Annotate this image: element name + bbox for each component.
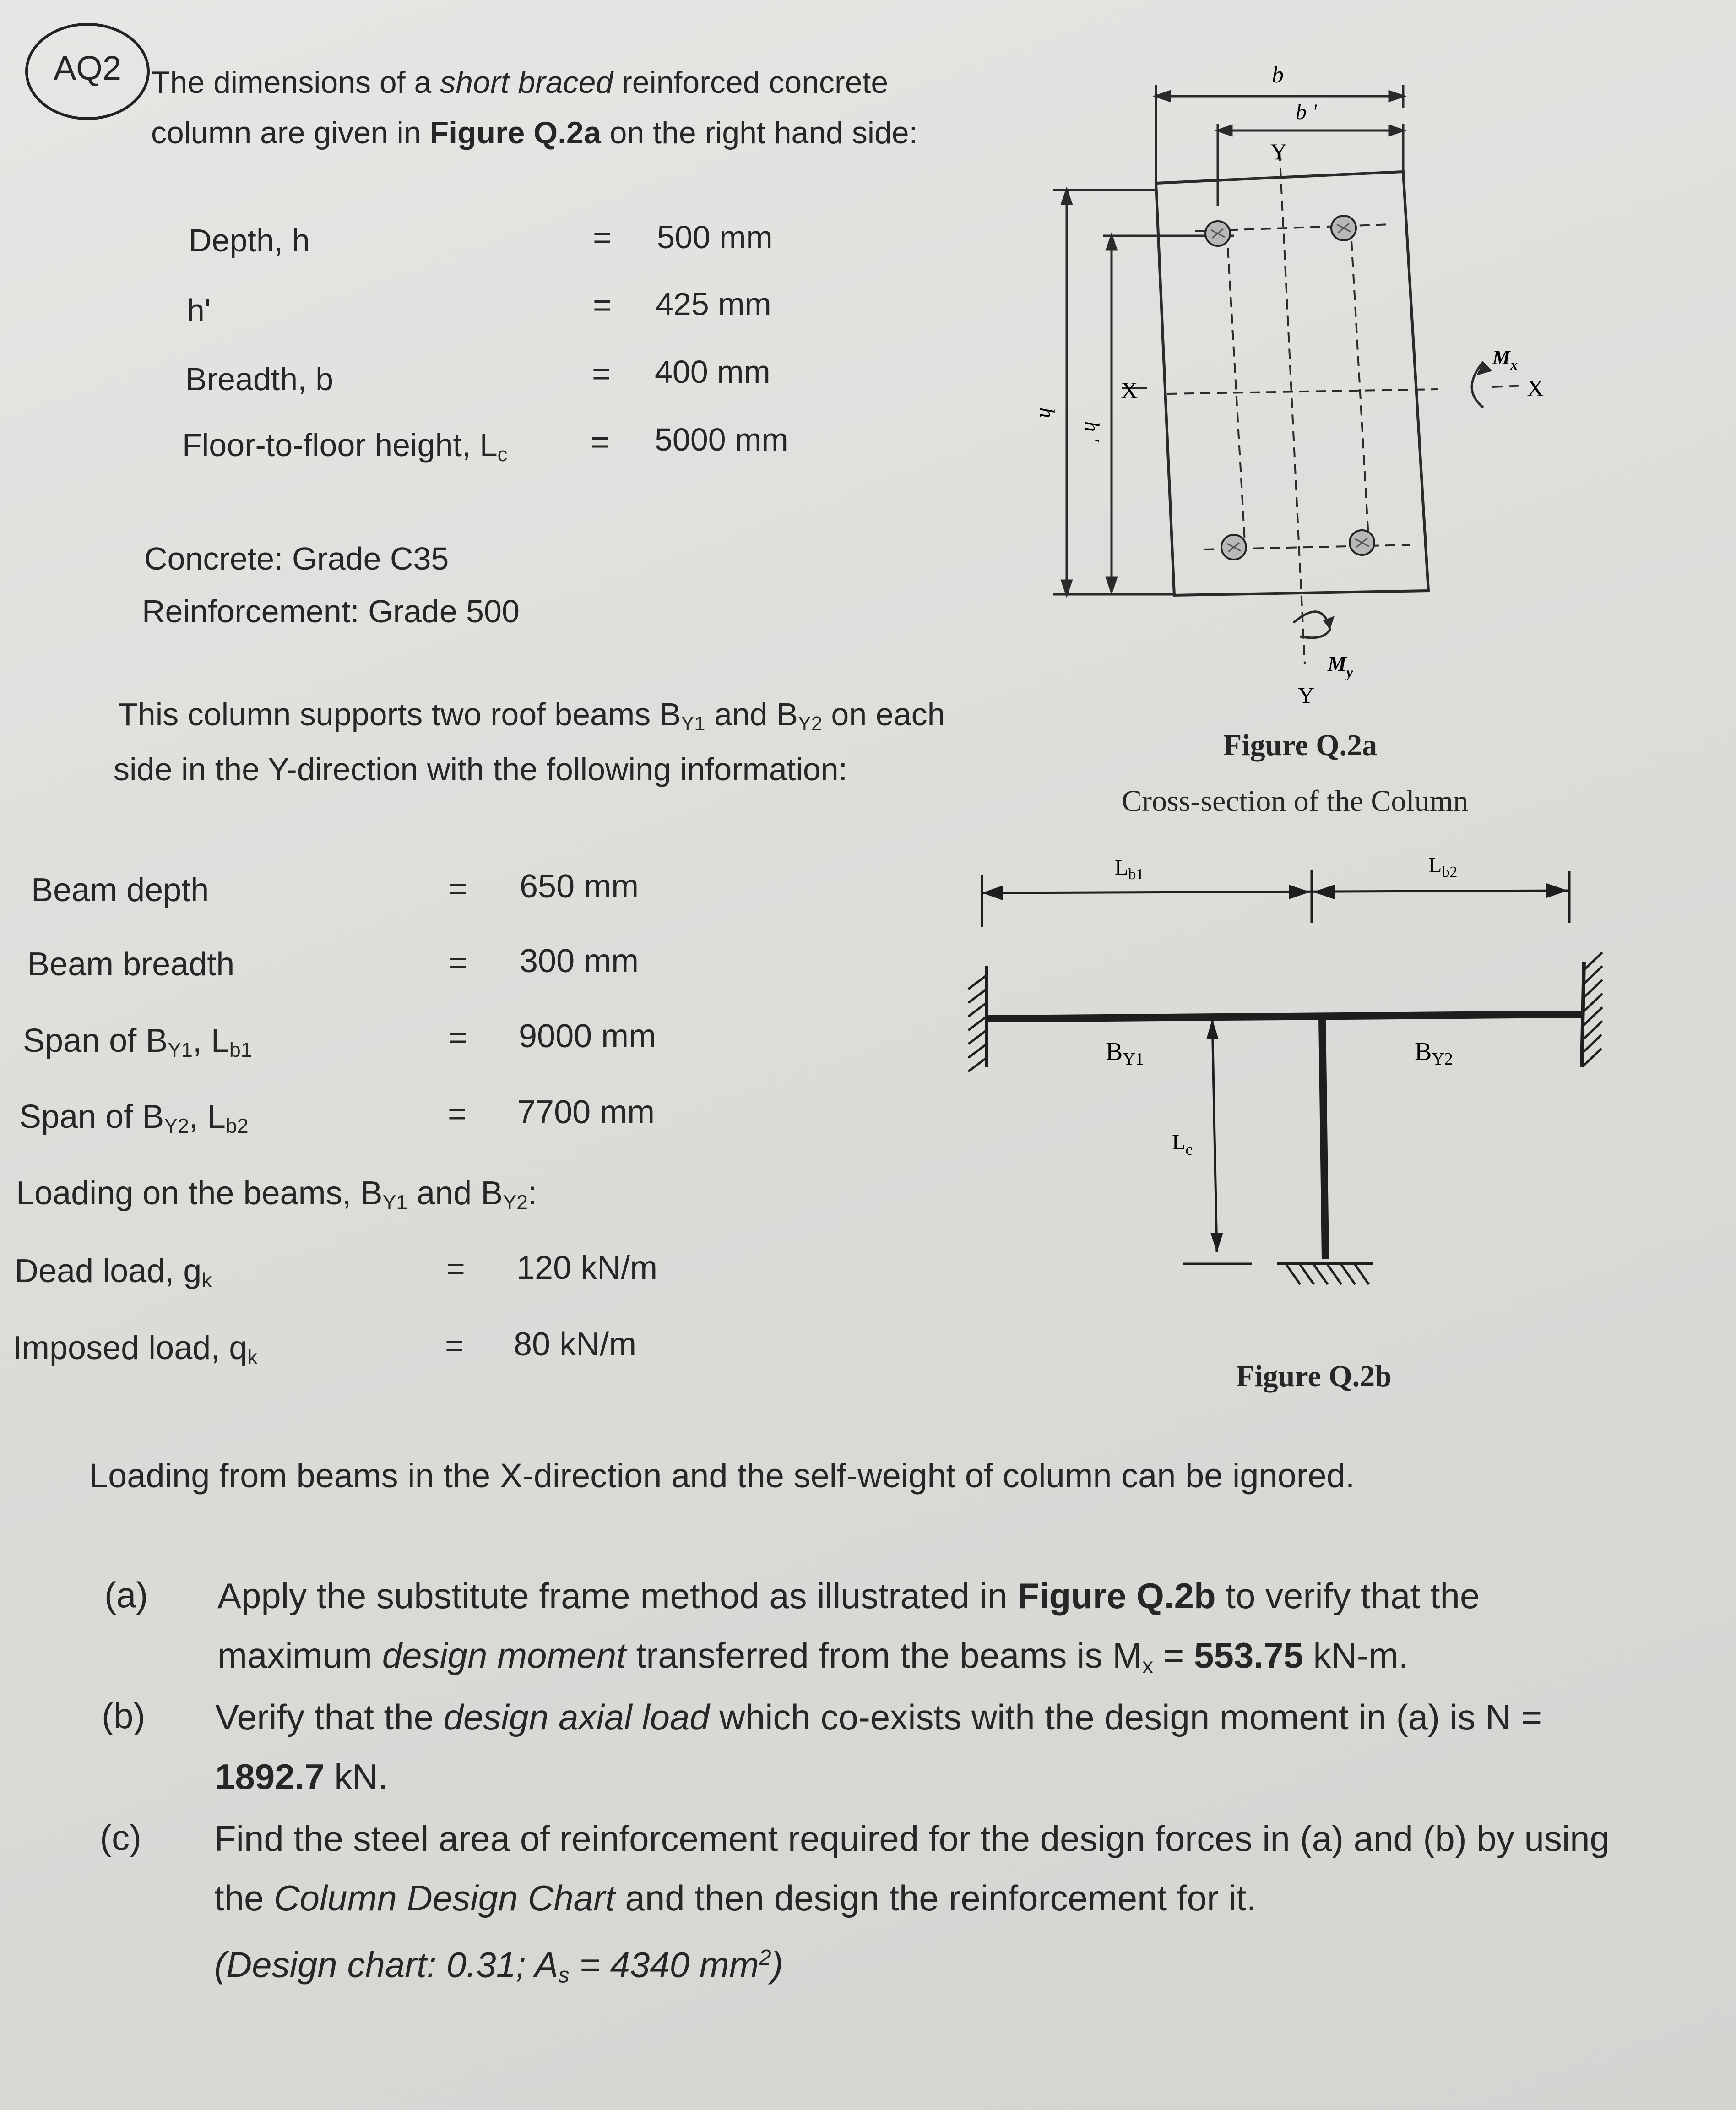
dim-breadth-value: 400 mm bbox=[655, 354, 770, 390]
label-x-left: X bbox=[1121, 378, 1138, 404]
support-text-line1: This column supports two roof beams BY1 and BY2 on each bbox=[118, 696, 945, 735]
figure-q2a-caption: Figure Q.2a bbox=[1223, 729, 1378, 762]
span-by1-label: Span of BY1, Lb1 bbox=[23, 1022, 252, 1062]
span-by1-eq: = bbox=[449, 1019, 467, 1055]
imposed-load-label: Imposed load, qk bbox=[13, 1330, 258, 1369]
beam-depth-eq: = bbox=[449, 870, 467, 906]
imposed-load-value: 80 kN/m bbox=[514, 1326, 637, 1363]
figure-q2b-frame bbox=[939, 838, 1625, 1342]
my-curl-icon bbox=[1293, 612, 1330, 638]
intro-italic: short braced bbox=[440, 65, 613, 100]
material-concrete: Concrete: Grade C35 bbox=[144, 541, 449, 576]
label-lb1: $L_{b1}$ bbox=[1115, 855, 1144, 883]
dead-load-label: Dead load, gk bbox=[15, 1253, 212, 1292]
label-my: $M_y$ bbox=[1328, 652, 1353, 680]
imposed-load-eq: = bbox=[445, 1327, 464, 1363]
label-h-prime: h ' bbox=[1080, 421, 1104, 442]
label-lb2: $L_{b2}$ bbox=[1428, 853, 1458, 881]
dim-hprime-label: h' bbox=[187, 293, 211, 328]
label-lc: $L_c$ bbox=[1172, 1130, 1193, 1158]
dim-floor-height-eq: = bbox=[591, 424, 609, 460]
dim-depth-value: 500 mm bbox=[657, 219, 773, 255]
dim-hprime-value: 425 mm bbox=[656, 286, 771, 322]
label-by1: BY1 bbox=[1106, 1038, 1144, 1069]
beam-breadth-label: Beam breadth bbox=[27, 946, 235, 983]
part-a-text: Apply the substitute frame method as illustrated in Figure Q.2b to verify that the maximum design moment transferred from the beams is Mx = 553.75 kN-m. bbox=[217, 1576, 1480, 1679]
label-b-prime: b ' bbox=[1296, 100, 1317, 124]
dim-floor-height-value: 5000 mm bbox=[655, 422, 788, 457]
loading-heading: Loading on the beams, BY1 and BY2: bbox=[16, 1175, 537, 1214]
span-by1-value: 9000 mm bbox=[519, 1018, 656, 1055]
label-by2: BY2 bbox=[1415, 1038, 1453, 1069]
beam-breadth-eq: = bbox=[449, 945, 467, 980]
label-b: b bbox=[1272, 62, 1284, 88]
figure-q2a-cross-section bbox=[1030, 60, 1602, 723]
intro-text-3: on the right hand side: bbox=[609, 115, 918, 150]
beam-breadth-value: 300 mm bbox=[520, 943, 639, 979]
span-by2-value: 7700 mm bbox=[517, 1094, 655, 1131]
intro-figure-ref: Figure Q.2a bbox=[429, 115, 601, 150]
beam-depth-label: Beam depth bbox=[31, 872, 209, 908]
figure-q2a-subcaption: Cross-section of the Column bbox=[1122, 784, 1469, 818]
dim-hprime-eq: = bbox=[593, 287, 612, 323]
dim-floor-height-label: Floor-to-floor height, Lc bbox=[182, 427, 508, 466]
note-text: Loading from beams in the X-direction and the self-weight of column can be ignored. bbox=[89, 1457, 1355, 1495]
part-c-text: Find the steel area of reinforcement required for the design forces in (a) and (b) by using the Column Design Chart and then design the reinforcement for it. (Design chart: 0.31; As = 4340 $mm^2$) bbox=[214, 1818, 1610, 1988]
dead-load-eq: = bbox=[446, 1251, 465, 1286]
label-y-bottom: Y bbox=[1298, 682, 1315, 708]
part-b-text: Verify that the design axial load which co-exists with the design moment in (a) is N = 1892.7 kN. bbox=[215, 1697, 1542, 1797]
label-mx: $M_x$ bbox=[1492, 346, 1518, 373]
dim-breadth-eq: = bbox=[592, 356, 611, 392]
span-by2-eq: = bbox=[448, 1096, 467, 1131]
dim-breadth-label: Breadth, b bbox=[185, 361, 333, 397]
intro-text-1: The dimensions of a bbox=[151, 65, 432, 100]
dead-load-value: 120 kN/m bbox=[516, 1250, 658, 1286]
label-h: h bbox=[1036, 408, 1059, 418]
dim-depth-eq: = bbox=[593, 219, 612, 255]
support-text-line2: side in the Y-direction with the following information: bbox=[114, 751, 848, 787]
question-number: AQ2 bbox=[25, 23, 150, 120]
dim-depth-label: Depth, h bbox=[189, 223, 310, 258]
material-reinforcement: Reinforcement: Grade 500 bbox=[142, 593, 520, 629]
question-intro bbox=[151, 57, 989, 158]
span-by2-label: Span of BY2, Lb2 bbox=[19, 1099, 249, 1138]
label-y-top: Y bbox=[1270, 139, 1287, 164]
part-a-label: (a) bbox=[104, 1575, 148, 1615]
label-x-right: X bbox=[1527, 375, 1544, 402]
part-c-label: (c) bbox=[100, 1817, 141, 1858]
beam-depth-value: 650 mm bbox=[520, 868, 639, 905]
intro-text-2: reinforced concrete column are given in bbox=[151, 65, 889, 150]
part-b-label: (b) bbox=[102, 1696, 146, 1736]
figure-q2b-caption: Figure Q.2b bbox=[1236, 1360, 1392, 1393]
